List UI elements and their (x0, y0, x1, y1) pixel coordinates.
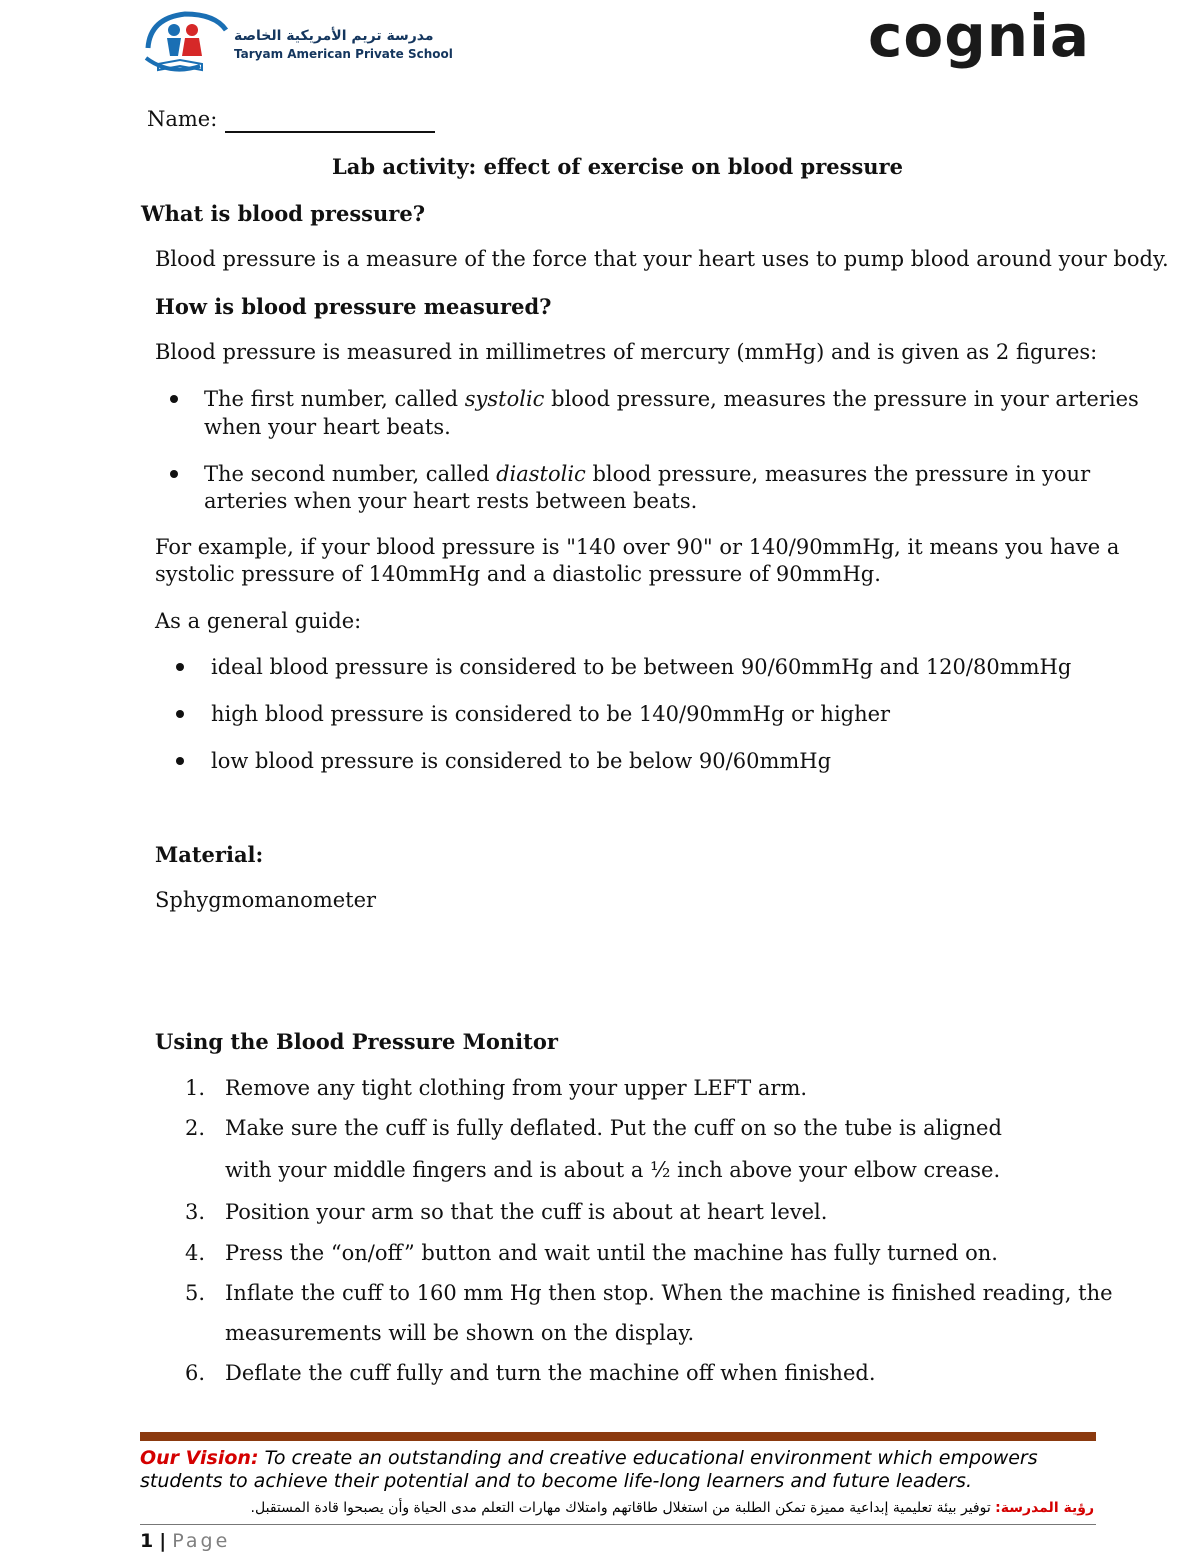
name-label: Name: (147, 107, 218, 131)
step-number: 3. (184, 1200, 205, 1224)
vision-text: To create an outstanding and creative educational environment which empowers students to achieve their potential and to become life-long learners and future leaders. (140, 1447, 1038, 1492)
page-title: Lab activity: effect of exercise on blood pressure (332, 154, 903, 179)
vision-text-ar: توفير بيئة تعليمية إبداعية مميزة تمكن الطلبة من استغلال طاقاتهم وامتلاك مهارات التعلم مدى الحياة وأن يصبحوا قادة المستقبل. (250, 1500, 991, 1516)
bullet-diastolic-line1: The second number, called diastolic blood pressure, measures the pressure in your (204, 462, 1091, 486)
vision-statement (140, 1447, 1100, 1493)
school-logo (140, 8, 453, 78)
example-line1: For example, if your blood pressure is "140 over 90" or 140/90mmHg, it means you have a (155, 535, 1120, 559)
step-1: Remove any tight clothing from your upper LEFT arm. (225, 1076, 808, 1100)
step-2-line2: with your middle fingers and is about a ½ inch above your elbow crease. (225, 1158, 1001, 1182)
step-3: Position your arm so that the cuff is about at heart level. (225, 1200, 828, 1224)
heading-how-measured: How is blood pressure measured? (155, 294, 552, 319)
bp-definition: Blood pressure is a measure of the force that your heart uses to pump blood around your body. (155, 247, 1169, 271)
vision-statement-ar (251, 1500, 1094, 1516)
page-label: Page (172, 1530, 231, 1552)
cognia-logo: cognia (868, 2, 1091, 70)
step-number: 4. (184, 1241, 205, 1265)
step-2-line1: Make sure the cuff is fully deflated. Put the cuff on so the tube is aligned (225, 1116, 1002, 1140)
monitor-heading: Using the Blood Pressure Monitor (155, 1029, 558, 1054)
page-number-value: 1 (140, 1530, 154, 1552)
bullet-diastolic-line2: arteries when your heart rests between beats. (204, 489, 698, 513)
bullet-icon (170, 395, 178, 403)
guide-intro: As a general guide: (155, 609, 362, 633)
vision-label: Our Vision: (140, 1447, 259, 1469)
step-number: 1. (184, 1076, 205, 1100)
step-number: 6. (184, 1361, 205, 1385)
step-6: Deflate the cuff fully and turn the machine off when finished. (225, 1361, 876, 1385)
material-heading: Material: (155, 842, 264, 867)
heading-what-is-bp: What is blood pressure? (141, 201, 426, 226)
school-emblem-icon (140, 8, 230, 78)
page-number: 1 | Page (140, 1530, 231, 1552)
bullet-icon (170, 470, 178, 478)
bullet-icon (176, 757, 184, 765)
bullet-systolic-line2: when your heart beats. (204, 415, 451, 439)
bullet-icon (176, 663, 184, 671)
term-systolic: systolic (464, 387, 545, 411)
school-name-en: Taryam American Private School (234, 47, 453, 61)
step-number: 2. (184, 1116, 205, 1140)
step-5-line1: Inflate the cuff to 160 mm Hg then stop. When the machine is finished reading, the (225, 1281, 1113, 1305)
example-line2: systolic pressure of 140mmHg and a diastolic pressure of 90mmHg. (155, 562, 881, 586)
school-name-ar: مدرسة تريم الأمريكية الخاصة (234, 28, 434, 44)
bullet-icon (176, 710, 184, 718)
bullet-systolic-line1: The first number, called systolic blood pressure, measures the pressure in your arteries (204, 387, 1139, 411)
vision-label-ar: رؤية المدرسة: (995, 1500, 1094, 1516)
footer-rule (140, 1432, 1096, 1441)
step-5-line2: measurements will be shown on the display. (225, 1321, 695, 1345)
step-number: 5. (184, 1281, 205, 1305)
measure-intro: Blood pressure is measured in millimetres of mercury (mmHg) and is given as 2 figures: (155, 340, 1098, 364)
name-field (147, 106, 435, 133)
term-diastolic: diastolic (496, 462, 586, 486)
guide-high: high blood pressure is considered to be 140/90mmHg or higher (211, 702, 891, 726)
material-item: Sphygmomanometer (155, 888, 377, 912)
guide-ideal: ideal blood pressure is considered to be between 90/60mmHg and 120/80mmHg (211, 655, 1072, 679)
name-blank-line[interactable] (225, 109, 435, 133)
step-4: Press the “on/off” button and wait until the machine has fully turned on. (225, 1241, 998, 1265)
guide-low: low blood pressure is considered to be below 90/60mmHg (211, 749, 832, 773)
footer-divider (140, 1524, 1096, 1525)
